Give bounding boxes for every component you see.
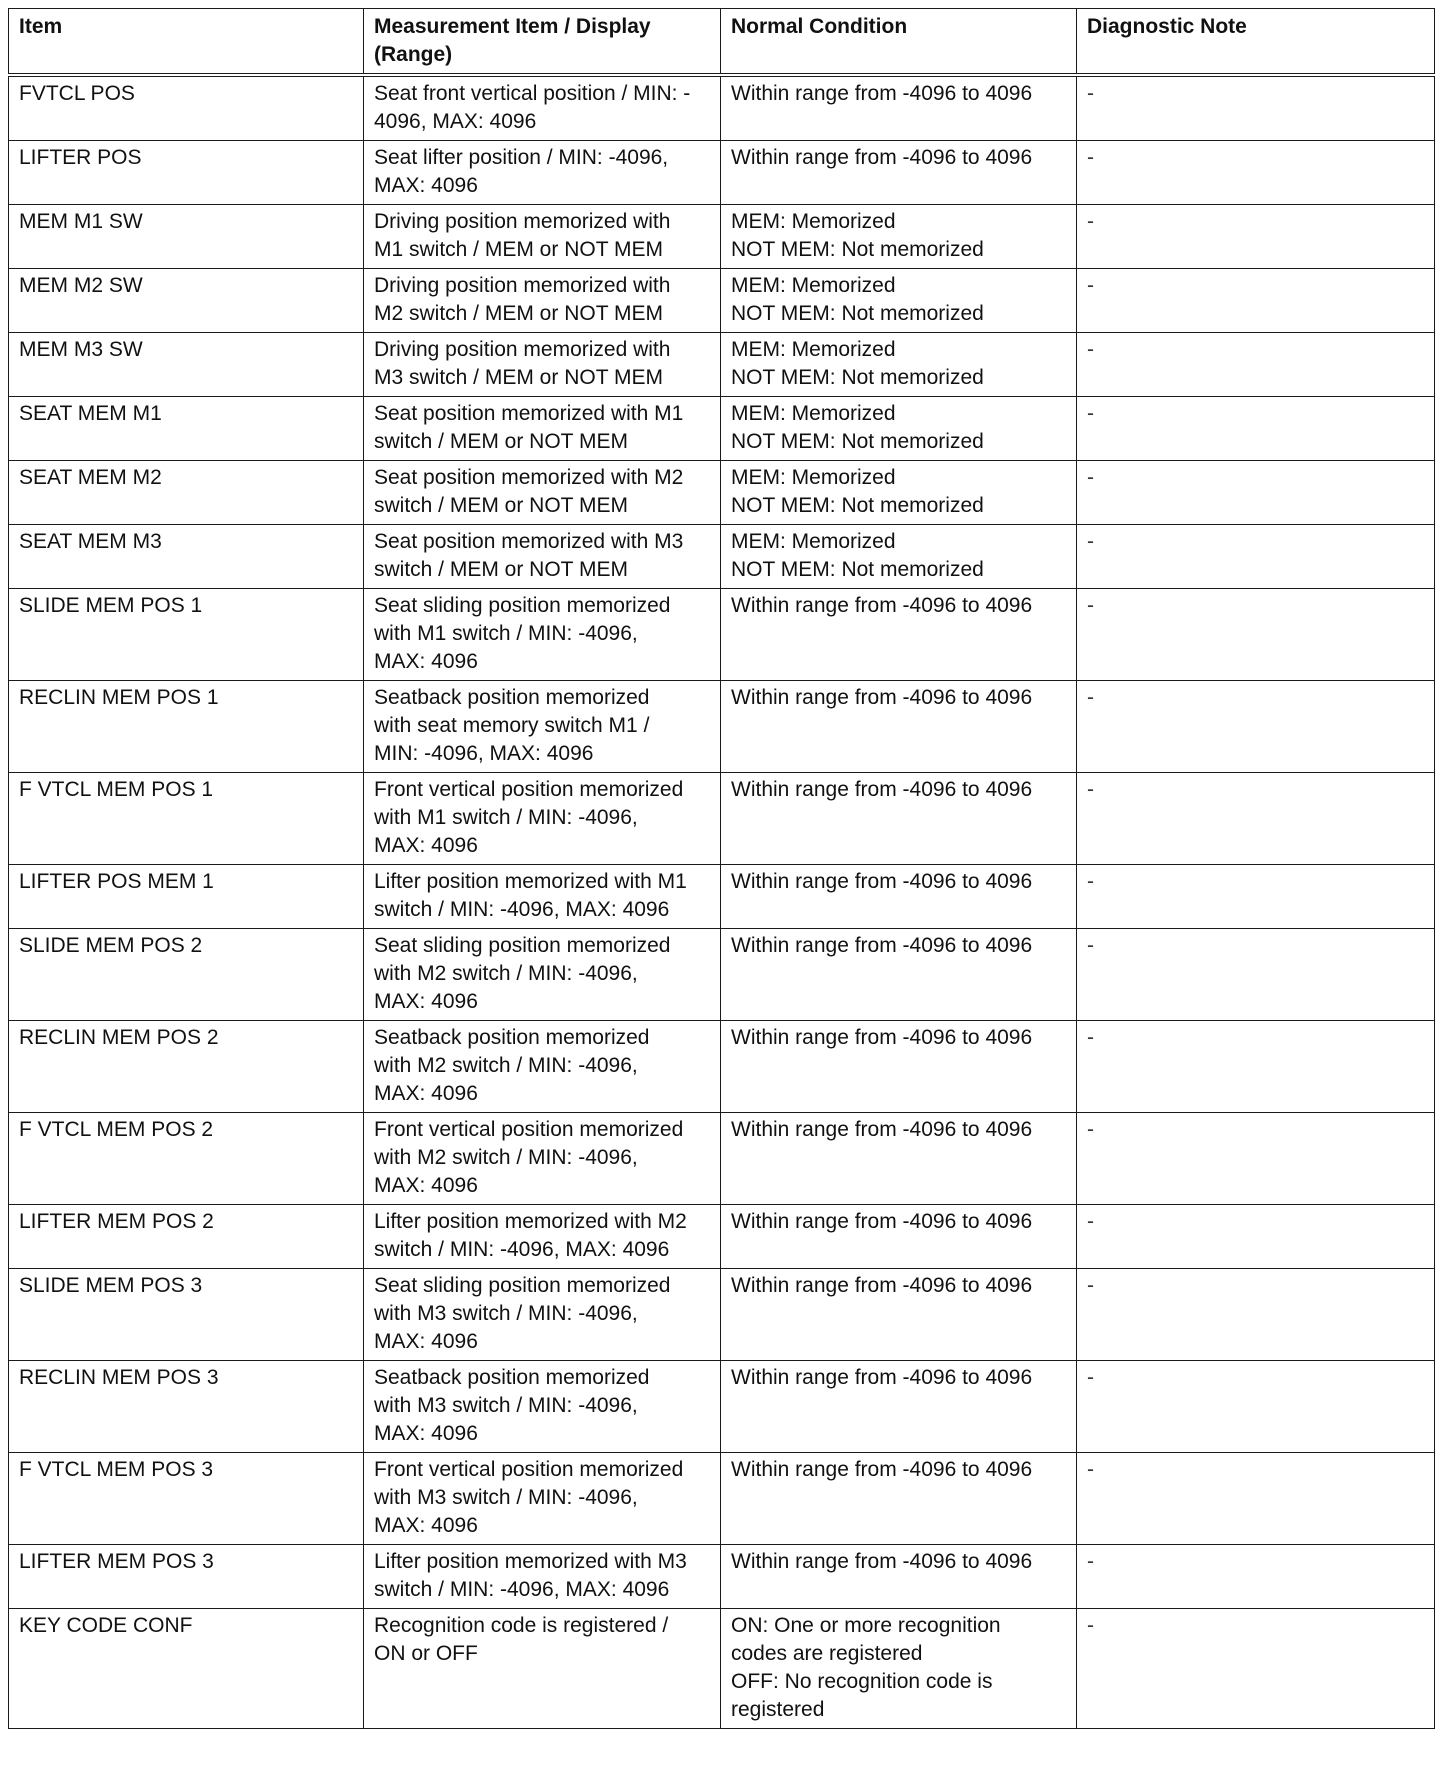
table-row bbox=[9, 525, 1435, 589]
item-cell: RECLIN MEM POS 1 bbox=[9, 681, 364, 773]
normal-condition-cell: MEM: Memorized NOT MEM: Not memorized bbox=[721, 397, 1077, 461]
item-cell: F VTCL MEM POS 1 bbox=[9, 773, 364, 865]
normal-condition-cell: Within range from -4096 to 4096 bbox=[721, 865, 1077, 929]
measurement-cell: Seat sliding position memorized with M2 switch / MIN: -4096, MAX: 4096 bbox=[364, 929, 721, 1021]
normal-condition-cell: Within range from -4096 to 4096 bbox=[721, 681, 1077, 773]
item-cell: SLIDE MEM POS 3 bbox=[9, 1269, 364, 1361]
diagnostic-note-cell: - bbox=[1077, 269, 1435, 333]
table-row bbox=[9, 681, 1435, 773]
measurement-cell: Seat lifter position / MIN: -4096, MAX: 4096 bbox=[364, 141, 721, 205]
table-row bbox=[9, 1361, 1435, 1453]
table-row bbox=[9, 75, 1435, 141]
diagnostic-note-cell: - bbox=[1077, 333, 1435, 397]
diagnostic-note-cell: - bbox=[1077, 75, 1435, 141]
table-row bbox=[9, 773, 1435, 865]
table-row bbox=[9, 333, 1435, 397]
normal-condition-cell: Within range from -4096 to 4096 bbox=[721, 141, 1077, 205]
measurement-cell: Driving position memorized with M1 switch / MEM or NOT MEM bbox=[364, 205, 721, 269]
table-row bbox=[9, 1269, 1435, 1361]
measurement-cell: Front vertical position memorized with M3 switch / MIN: -4096, MAX: 4096 bbox=[364, 1453, 721, 1545]
measurement-cell: Front vertical position memorized with M1 switch / MIN: -4096, MAX: 4096 bbox=[364, 773, 721, 865]
item-cell: SEAT MEM M2 bbox=[9, 461, 364, 525]
measurement-cell: Lifter position memorized with M3 switch / MIN: -4096, MAX: 4096 bbox=[364, 1545, 721, 1609]
header-normal-condition: Normal Condition bbox=[721, 9, 1077, 76]
table-row bbox=[9, 1021, 1435, 1113]
measurement-cell: Lifter position memorized with M2 switch / MIN: -4096, MAX: 4096 bbox=[364, 1205, 721, 1269]
diagnostic-note-cell: - bbox=[1077, 1021, 1435, 1113]
table-row bbox=[9, 205, 1435, 269]
normal-condition-cell: Within range from -4096 to 4096 bbox=[721, 929, 1077, 1021]
table-row bbox=[9, 1609, 1435, 1729]
diagnostic-note-cell: - bbox=[1077, 1269, 1435, 1361]
table-row bbox=[9, 461, 1435, 525]
diagnostic-note-cell: - bbox=[1077, 525, 1435, 589]
diagnostic-note-cell: - bbox=[1077, 141, 1435, 205]
diagnostic-note-cell: - bbox=[1077, 1609, 1435, 1729]
header-measurement: Measurement Item / Display (Range) bbox=[364, 9, 721, 76]
item-cell: LIFTER MEM POS 3 bbox=[9, 1545, 364, 1609]
item-cell: SEAT MEM M1 bbox=[9, 397, 364, 461]
item-cell: LIFTER POS bbox=[9, 141, 364, 205]
diagnostic-note-cell: - bbox=[1077, 589, 1435, 681]
diagnostic-note-cell: - bbox=[1077, 1545, 1435, 1609]
item-cell: SLIDE MEM POS 1 bbox=[9, 589, 364, 681]
normal-condition-cell: Within range from -4096 to 4096 bbox=[721, 1205, 1077, 1269]
normal-condition-cell: Within range from -4096 to 4096 bbox=[721, 1113, 1077, 1205]
normal-condition-cell: Within range from -4096 to 4096 bbox=[721, 1545, 1077, 1609]
measurement-cell: Seat sliding position memorized with M1 switch / MIN: -4096, MAX: 4096 bbox=[364, 589, 721, 681]
measurement-cell: Seatback position memorized with M2 switch / MIN: -4096, MAX: 4096 bbox=[364, 1021, 721, 1113]
item-cell: MEM M1 SW bbox=[9, 205, 364, 269]
normal-condition-cell: Within range from -4096 to 4096 bbox=[721, 1269, 1077, 1361]
normal-condition-cell: Within range from -4096 to 4096 bbox=[721, 1453, 1077, 1545]
diagnostic-note-cell: - bbox=[1077, 865, 1435, 929]
table-row bbox=[9, 397, 1435, 461]
measurement-cell: Driving position memorized with M3 switch / MEM or NOT MEM bbox=[364, 333, 721, 397]
table-row bbox=[9, 865, 1435, 929]
table-row bbox=[9, 1453, 1435, 1545]
measurement-cell: Driving position memorized with M2 switch / MEM or NOT MEM bbox=[364, 269, 721, 333]
diagnostic-note-cell: - bbox=[1077, 205, 1435, 269]
normal-condition-cell: MEM: Memorized NOT MEM: Not memorized bbox=[721, 461, 1077, 525]
table-row bbox=[9, 929, 1435, 1021]
table-row bbox=[9, 1205, 1435, 1269]
measurement-cell: Seatback position memorized with seat memory switch M1 / MIN: -4096, MAX: 4096 bbox=[364, 681, 721, 773]
measurement-cell: Seat position memorized with M1 switch / MEM or NOT MEM bbox=[364, 397, 721, 461]
table-row bbox=[9, 269, 1435, 333]
diagnostic-note-cell: - bbox=[1077, 681, 1435, 773]
normal-condition-cell: Within range from -4096 to 4096 bbox=[721, 1021, 1077, 1113]
item-cell: F VTCL MEM POS 2 bbox=[9, 1113, 364, 1205]
item-cell: F VTCL MEM POS 3 bbox=[9, 1453, 364, 1545]
diagnostic-note-cell: - bbox=[1077, 397, 1435, 461]
normal-condition-cell: MEM: Memorized NOT MEM: Not memorized bbox=[721, 333, 1077, 397]
table-row bbox=[9, 141, 1435, 205]
table-row bbox=[9, 589, 1435, 681]
measurement-cell: Seat position memorized with M3 switch / MEM or NOT MEM bbox=[364, 525, 721, 589]
item-cell: LIFTER MEM POS 2 bbox=[9, 1205, 364, 1269]
item-cell: SEAT MEM M3 bbox=[9, 525, 364, 589]
normal-condition-cell: MEM: Memorized NOT MEM: Not memorized bbox=[721, 269, 1077, 333]
normal-condition-cell: MEM: Memorized NOT MEM: Not memorized bbox=[721, 205, 1077, 269]
normal-condition-cell: Within range from -4096 to 4096 bbox=[721, 773, 1077, 865]
diagnostic-note-cell: - bbox=[1077, 773, 1435, 865]
diagnostic-note-cell: - bbox=[1077, 461, 1435, 525]
item-cell: MEM M2 SW bbox=[9, 269, 364, 333]
normal-condition-cell: Within range from -4096 to 4096 bbox=[721, 1361, 1077, 1453]
normal-condition-cell: MEM: Memorized NOT MEM: Not memorized bbox=[721, 525, 1077, 589]
normal-condition-cell: Within range from -4096 to 4096 bbox=[721, 75, 1077, 141]
diagnostic-note-cell: - bbox=[1077, 1361, 1435, 1453]
header-row bbox=[9, 9, 1435, 76]
normal-condition-cell: Within range from -4096 to 4096 bbox=[721, 589, 1077, 681]
diagnostic-note-cell: - bbox=[1077, 1453, 1435, 1545]
item-cell: SLIDE MEM POS 2 bbox=[9, 929, 364, 1021]
diagnostic-note-cell: - bbox=[1077, 1205, 1435, 1269]
item-cell: KEY CODE CONF bbox=[9, 1609, 364, 1729]
diagnostic-note-cell: - bbox=[1077, 1113, 1435, 1205]
measurement-cell: Recognition code is registered / ON or OFF bbox=[364, 1609, 721, 1729]
item-cell: LIFTER POS MEM 1 bbox=[9, 865, 364, 929]
measurement-cell: Front vertical position memorized with M2 switch / MIN: -4096, MAX: 4096 bbox=[364, 1113, 721, 1205]
data-monitor-table bbox=[8, 8, 1435, 1729]
item-cell: RECLIN MEM POS 2 bbox=[9, 1021, 364, 1113]
measurement-cell: Seat position memorized with M2 switch / MEM or NOT MEM bbox=[364, 461, 721, 525]
normal-condition-cell: ON: One or more recognition codes are registered OFF: No recognition code is registered bbox=[721, 1609, 1077, 1729]
measurement-cell: Lifter position memorized with M1 switch / MIN: -4096, MAX: 4096 bbox=[364, 865, 721, 929]
table-row bbox=[9, 1113, 1435, 1205]
table-row bbox=[9, 1545, 1435, 1609]
item-cell: RECLIN MEM POS 3 bbox=[9, 1361, 364, 1453]
header-diagnostic-note: Diagnostic Note bbox=[1077, 9, 1435, 76]
measurement-cell: Seat front vertical position / MIN: - 4096, MAX: 4096 bbox=[364, 75, 721, 141]
measurement-cell: Seat sliding position memorized with M3 switch / MIN: -4096, MAX: 4096 bbox=[364, 1269, 721, 1361]
diagnostic-note-cell: - bbox=[1077, 929, 1435, 1021]
header-item: Item bbox=[9, 9, 364, 76]
item-cell: MEM M3 SW bbox=[9, 333, 364, 397]
item-cell: FVTCL POS bbox=[9, 75, 364, 141]
measurement-cell: Seatback position memorized with M3 switch / MIN: -4096, MAX: 4096 bbox=[364, 1361, 721, 1453]
